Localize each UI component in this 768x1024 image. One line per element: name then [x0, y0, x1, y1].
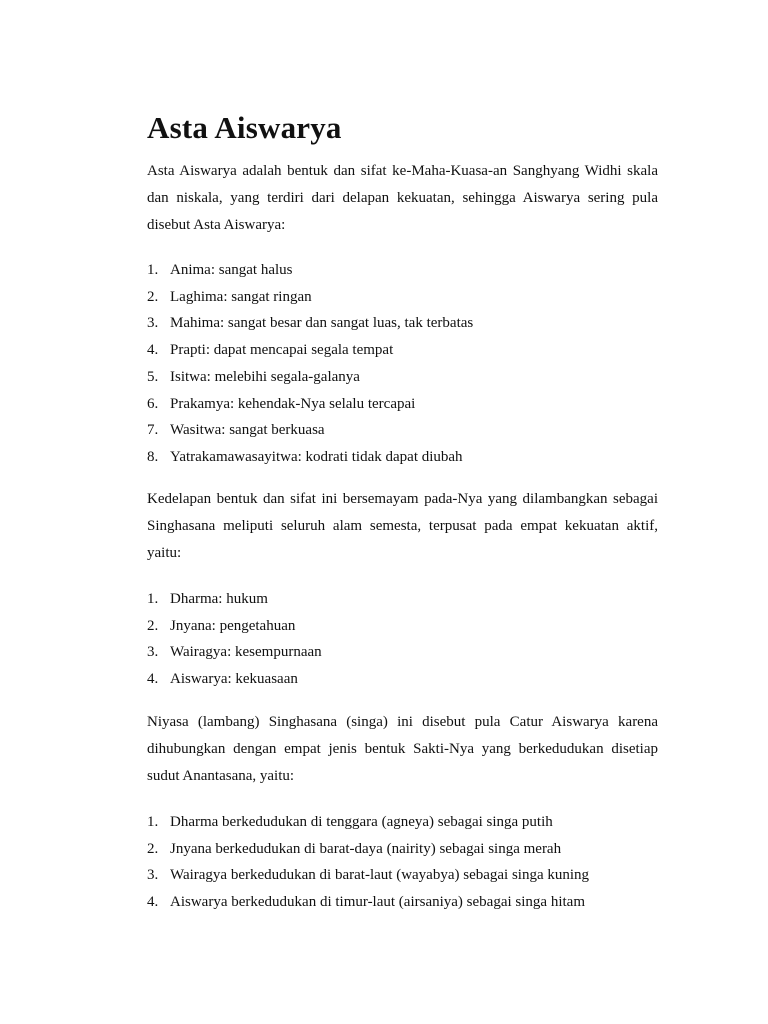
- list-text: Mahima: sangat besar dan sangat luas, tak terbatas: [170, 315, 474, 332]
- list-text: Laghima: sangat ringan: [170, 288, 312, 305]
- list-item: [147, 364, 667, 391]
- list-item: [147, 809, 667, 836]
- list-item: [147, 444, 667, 471]
- list-item: [147, 586, 667, 613]
- list-item: [147, 337, 667, 364]
- list-number: 3.: [147, 644, 159, 661]
- list-number: 4.: [147, 671, 159, 688]
- list-item: [147, 391, 667, 418]
- list-text: Wasitwa: sangat berkuasa: [170, 422, 325, 439]
- list-text: Wairagya: kesempurnaan: [170, 644, 322, 661]
- list-number: 4.: [147, 342, 159, 359]
- list-number: 2.: [147, 288, 159, 305]
- list-number: 1.: [147, 591, 159, 607]
- list-number: 3.: [147, 867, 159, 884]
- list-asta-aiswarya: [147, 257, 667, 471]
- list-text: Prapti: dapat mencapai segala tempat: [170, 342, 394, 359]
- list-text: Anima: sangat halus: [170, 262, 293, 278]
- list-item: [147, 889, 667, 916]
- list-item: [147, 639, 667, 666]
- list-text: Jnyana berkedudukan di barat-daya (nairity) sebagai singa merah: [170, 840, 562, 857]
- list-text: Prakamya: kehendak-Nya selalu tercapai: [170, 395, 416, 412]
- list-text: Aiswarya berkedudukan di timur-laut (airsaniya) sebagai singa hitam: [170, 894, 585, 911]
- list-sakti-positions: [147, 809, 667, 916]
- list-item: [147, 666, 667, 693]
- page-title: Asta Aiswarya: [147, 110, 342, 145]
- list-catur-kekuatan: [147, 586, 667, 693]
- list-text: Aiswarya: kekuasaan: [170, 671, 298, 688]
- list-text: Isitwa: melebihi segala-galanya: [170, 368, 360, 385]
- list-number: 8.: [147, 448, 159, 465]
- list-item: [147, 836, 667, 863]
- list-text: Jnyana: pengetahuan: [170, 617, 296, 634]
- list-text: Dharma: hukum: [170, 591, 268, 607]
- list-text: Dharma berkedudukan di tenggara (agneya) sebagai singa putih: [170, 814, 553, 830]
- list-text: Wairagya berkedudukan di barat-laut (wayabya) sebagai singa kuning: [170, 867, 590, 884]
- list-item: [147, 310, 667, 337]
- paragraph-intro: Asta Aiswarya adalah bentuk dan sifat ke-Maha-Kuasa-an Sanghyang Widhi skala dan niskala, yang terdiri dari delapan kekuatan, sehingga Aiswarya sering pula disebut Asta Aiswarya:: [147, 163, 658, 233]
- list-item: [147, 417, 667, 444]
- list-number: 5.: [147, 368, 159, 385]
- list-number: 2.: [147, 840, 159, 857]
- list-item: [147, 257, 667, 284]
- list-text: Yatrakamawasayitwa: kodrati tidak dapat diubah: [170, 448, 463, 465]
- list-number: 3.: [147, 315, 159, 332]
- list-number: 1.: [147, 262, 159, 278]
- list-number: 4.: [147, 894, 159, 911]
- list-number: 1.: [147, 814, 159, 830]
- paragraph-niyasa: Niyasa (lambang) Singhasana (singa) ini disebut pula Catur Aiswarya karena dihubungkan dengan empat jenis bentuk Sakti-Nya yang berkedudukan disetiap sudut Anantasana, yaitu:: [147, 714, 658, 784]
- list-number: 2.: [147, 617, 159, 634]
- paragraph-singhasana: Kedelapan bentuk dan sifat ini bersemayam pada-Nya yang dilambangkan sebagai Singhasana meliputi seluruh alam semesta, terpusat pada empat kekuatan aktif, yaitu:: [147, 491, 658, 561]
- list-item: [147, 613, 667, 640]
- list-item: [147, 284, 667, 311]
- list-item: [147, 862, 667, 889]
- list-number: 6.: [147, 395, 159, 412]
- list-number: 7.: [147, 422, 159, 439]
